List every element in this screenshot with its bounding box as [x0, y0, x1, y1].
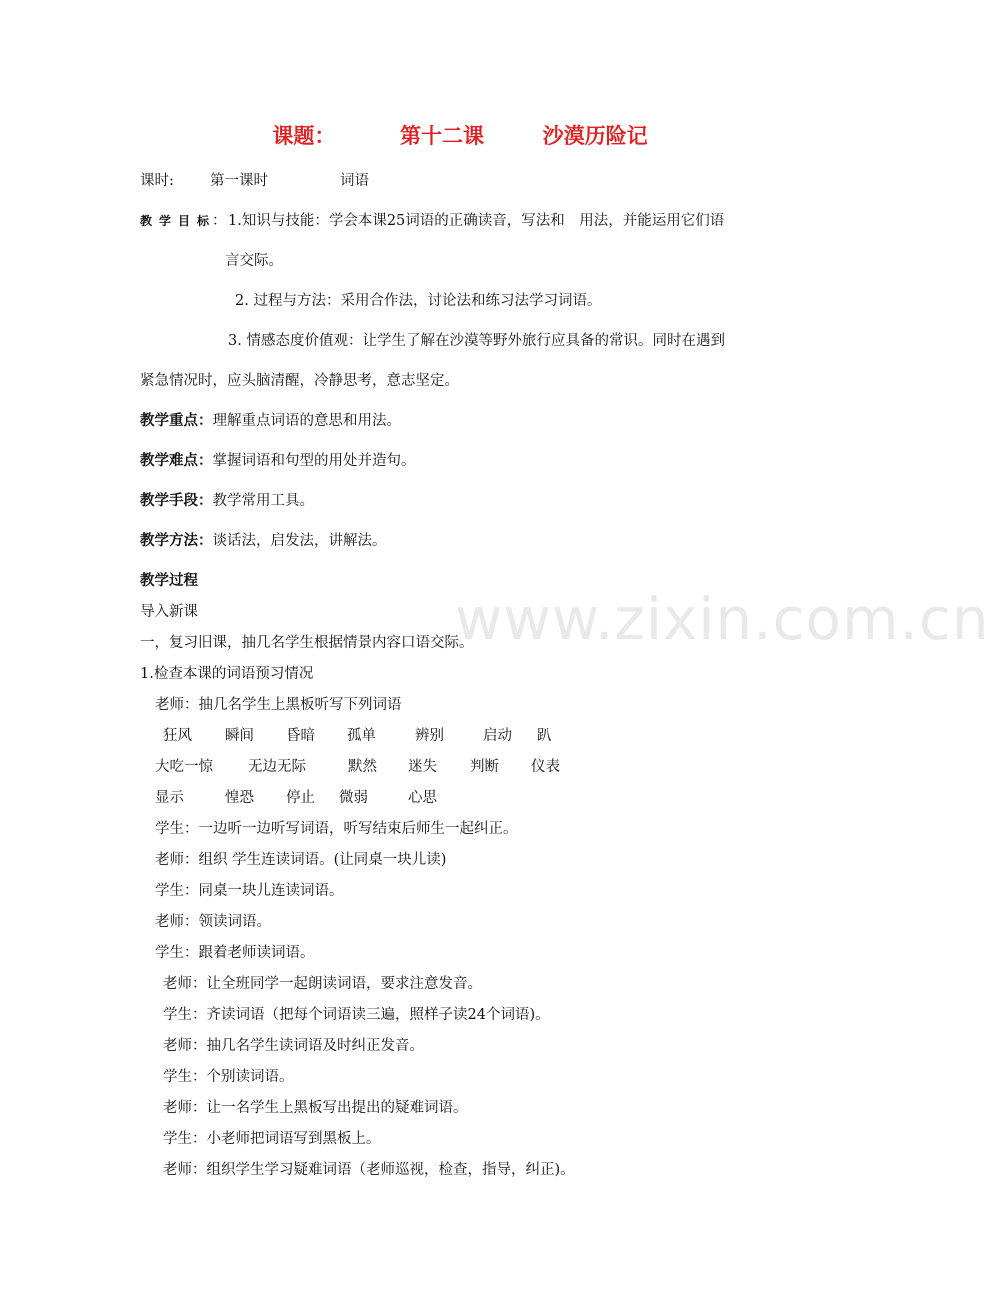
methods-line [140, 531, 387, 551]
title-label: 课题： [272, 124, 336, 148]
vocab-word: 孤单 [347, 728, 376, 744]
goal-1-continued: 言交际。 [225, 253, 283, 269]
vocab-word: 惶恐 [225, 790, 254, 806]
dialogue-line: 老师：组织学生学习疑难词语（老师巡视，检查，指导，纠正)。 [163, 1162, 575, 1178]
page-title [0, 120, 920, 150]
key-points-label: 教学重点： [140, 413, 213, 429]
process-heading: 教学过程 [140, 573, 198, 589]
key-points-value: 理解重点词语的意思和用法。 [212, 413, 401, 429]
process-step-1: 一，复习旧课，抽几名学生根据情景内容口语交际。 [140, 635, 474, 651]
methods-value: 谈话法，启发法，讲解法。 [212, 533, 387, 549]
key-points-line [140, 411, 401, 431]
goals-colon: ： [212, 213, 227, 229]
title-lesson: 第十二课 [400, 124, 484, 148]
dialogue-line: 老师：让一名学生上黑板写出提出的疑难词语。 [163, 1100, 468, 1116]
difficulties-value: 掌握词语和句型的用处并造句。 [212, 453, 416, 469]
dialogue-line: 老师：抽几名学生读词语及时纠正发音。 [163, 1038, 424, 1054]
methods-label: 教学方法： [140, 533, 213, 549]
goal-1-text: 1.知识与技能：学会本课25词语的正确读音，写法和 用法，并能运用它们语 [228, 213, 725, 229]
dialogue-line: 老师：领读词语。 [155, 914, 271, 930]
period-value: 第一课时 [210, 173, 268, 189]
dialogue-line: 学生：个别读词语。 [163, 1069, 294, 1085]
vocab-word: 大吃一惊 [155, 759, 213, 775]
dialogue-line: 老师：让全班同学一起朗读词语，要求注意发音。 [163, 976, 482, 992]
vocab-word: 无边无际 [248, 759, 306, 775]
vocab-word: 辨别 [415, 728, 444, 744]
period-topic: 词语 [340, 173, 369, 189]
vocab-word: 狂风 [163, 728, 192, 744]
goal-3-text: 3. 情感态度价值观：让学生了解在沙漠等野外旅行应具备的常识。同时在遇到 [228, 333, 725, 349]
vocab-word: 趴 [537, 728, 552, 744]
means-label: 教学手段： [140, 493, 213, 509]
difficulties-line [140, 451, 416, 471]
vocab-word: 迷失 [408, 759, 437, 775]
process-intro: 导入新课 [140, 604, 198, 620]
vocab-word: 昏暗 [286, 728, 315, 744]
means-value: 教学常用工具。 [212, 493, 314, 509]
period-label: 课时: [140, 173, 174, 189]
vocab-word: 瞬间 [225, 728, 254, 744]
goal-2-text: 2. 过程与方法：采用合作法，讨论法和练习法学习词语。 [235, 293, 602, 309]
dialogue-line: 学生：齐读词语（把每个词语读三遍，照样子读24个词语)。 [163, 1007, 550, 1023]
dialogue-line: 学生：小老师把词语写到黑板上。 [163, 1131, 381, 1147]
dialogue-line: 学生：同桌一块儿连读词语。 [155, 883, 344, 899]
dialogue-line: 学生：一边听一边听写词语，听写结束后师生一起纠正。 [155, 821, 518, 837]
vocab-word: 停止 [286, 790, 315, 806]
dialogue-line: 老师：组织 学生连读词语。(让同桌一块儿读) [155, 852, 447, 868]
watermark: www.zixin.com.cn [455, 585, 990, 653]
teacher-dictation: 老师：抽几名学生上黑板听写下列词语 [155, 697, 402, 713]
dialogue-line: 学生：跟着老师读词语。 [155, 945, 315, 961]
vocab-word: 启动 [483, 728, 512, 744]
vocab-word: 判断 [470, 759, 499, 775]
title-name: 沙漠历险记 [542, 124, 648, 148]
difficulties-label: 教学难点： [140, 453, 213, 469]
vocab-word: 微弱 [339, 790, 368, 806]
vocab-word: 显示 [155, 790, 184, 806]
vocab-word: 仪表 [531, 759, 560, 775]
vocab-word: 默然 [348, 759, 377, 775]
goal-3-continued: 紧急情况时，应头脑清醒，冷静思考，意志坚定。 [140, 373, 459, 389]
means-line [140, 491, 314, 511]
goals-label: 教学目标 [140, 214, 217, 228]
process-step-2: 1.检查本课的词语预习情况 [140, 666, 314, 682]
vocab-word: 心思 [408, 790, 437, 806]
